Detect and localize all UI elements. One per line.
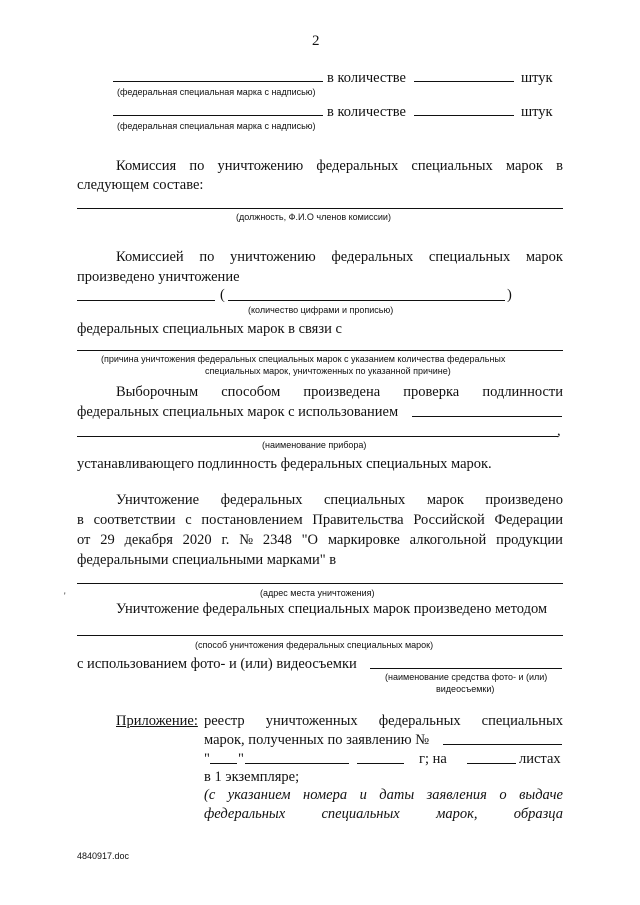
word: "О <box>301 532 319 548</box>
reason-line <box>77 350 563 351</box>
commission-caption: (должность, Ф.И.О членов комиссии) <box>236 212 391 222</box>
word: уничтожению <box>230 249 316 265</box>
open-paren: ( <box>220 287 225 303</box>
word: декабря <box>124 532 173 548</box>
year-label: г; на <box>419 751 447 767</box>
word: уничтожению <box>217 158 304 174</box>
address-caption: (адрес места уничтожения) <box>260 588 375 598</box>
word: в <box>77 512 84 528</box>
check-line-2: федеральных специальных марок с использованием <box>77 404 399 420</box>
word: выдаче <box>519 787 563 803</box>
pieces-label-2: штук <box>521 104 553 120</box>
device-line-2 <box>77 436 558 437</box>
count-caption: (количество цифрами и прописью) <box>248 305 394 315</box>
method-line <box>77 635 563 636</box>
method-caption: (способ уничтожения федеральных специальных марок) <box>195 640 434 650</box>
word: марок <box>525 249 563 265</box>
word: Правительства <box>312 512 404 528</box>
method-line-1: Уничтожение федеральных специальных марок произведено методом <box>116 601 548 617</box>
count-digits-line <box>77 300 215 301</box>
word: Выборочным <box>116 384 199 400</box>
word: проверка <box>403 384 460 400</box>
word: соответствии <box>93 512 176 528</box>
word: специальных <box>428 249 511 265</box>
mark-caption-1: (федеральная специальная марка с надписью) <box>117 87 316 97</box>
attachment-line-4: в 1 экземпляре; <box>204 769 300 785</box>
quantity-line-2 <box>414 115 514 116</box>
destroyed-line-1 <box>116 248 563 266</box>
word: (с <box>204 787 216 803</box>
word: от <box>77 532 91 548</box>
word: Российской <box>413 512 485 528</box>
sheets-label: листах <box>519 751 561 767</box>
word: марок <box>505 158 543 174</box>
destroyed-line-3: федеральных специальных марок в связи с <box>77 321 342 337</box>
word: Комиссия <box>116 158 177 174</box>
commission-members-line <box>77 208 563 209</box>
check-line-3: устанавливающего подлинность федеральных специальных марок. <box>77 456 492 472</box>
close-paren: ) <box>507 287 512 303</box>
photo-caption-2: видеосъемки) <box>436 684 495 694</box>
word: указанием <box>227 787 291 803</box>
word: федеральных <box>378 713 461 729</box>
day-line <box>210 763 237 764</box>
word: произведено <box>485 492 563 508</box>
commission-line-2: следующем составе: <box>77 177 204 193</box>
word: постановлением <box>201 512 303 528</box>
pieces-label-1: штук <box>521 70 553 86</box>
application-number-line <box>443 744 562 745</box>
word: реестр <box>204 713 245 729</box>
attachment-label: Приложение: <box>116 713 198 729</box>
word: № <box>239 532 254 548</box>
word: с <box>185 512 192 528</box>
attachment-line-1 <box>204 712 563 730</box>
quote-close: " <box>238 751 244 767</box>
in-quantity-label-1: в количестве <box>327 70 406 86</box>
word: уничтоженных <box>265 713 358 729</box>
word: способом <box>221 384 281 400</box>
photo-caption-1: (наименование средства фото- и (или) <box>385 672 548 682</box>
word: марок, <box>436 806 478 822</box>
word: специальных <box>323 492 406 508</box>
comma: , <box>557 423 561 439</box>
word: маркировке <box>327 532 400 548</box>
word: заявления <box>426 787 487 803</box>
word: 2348 <box>262 532 292 548</box>
word: Уничтожение <box>116 492 200 508</box>
word: 2020 <box>182 532 212 548</box>
word: г. <box>221 532 230 548</box>
attachment-line-6 <box>204 805 563 823</box>
word: по <box>189 158 205 174</box>
word: федеральных <box>220 492 303 508</box>
word: номера <box>303 787 348 803</box>
footer-filename: 4840917.doc <box>77 851 130 861</box>
page-number: 2 <box>312 33 320 49</box>
word: специальных <box>321 806 400 822</box>
word: продукции <box>496 532 563 548</box>
word: федеральных <box>204 806 286 822</box>
quote-open: " <box>204 751 210 767</box>
word: федеральных <box>331 249 414 265</box>
word: произведена <box>303 384 381 400</box>
count-words-line <box>228 300 505 301</box>
photo-tool-line <box>370 668 562 669</box>
destruction-line-2 <box>77 511 563 529</box>
destruction-line-4: федеральными специальными марками" в <box>77 552 337 568</box>
word: федеральных <box>316 158 399 174</box>
word: Комиссией <box>116 249 184 265</box>
word: в <box>556 158 563 174</box>
method-line-2: с использованием фото- и (или) видеосъемки <box>77 656 357 672</box>
mark-caption-2: (федеральная специальная марка с надписью) <box>117 121 316 131</box>
check-line-1 <box>116 383 563 401</box>
destruction-line-1 <box>116 491 563 509</box>
in-quantity-label-2: в количестве <box>327 104 406 120</box>
device-line-1 <box>412 416 562 417</box>
destruction-line-3 <box>77 531 563 549</box>
margin-mark: ' <box>64 591 66 601</box>
word: специальных <box>411 158 493 174</box>
attachment-line-5 <box>204 786 563 804</box>
address-line <box>77 583 563 584</box>
word: и <box>359 787 367 803</box>
mark-label-line-1 <box>113 81 323 82</box>
destroyed-line-2: произведено уничтожение <box>77 269 240 285</box>
commission-line-1 <box>116 157 563 175</box>
reason-caption-1: (причина уничтожения федеральных специальных марок с указанием количества федеральных <box>101 354 506 364</box>
word: подлинности <box>482 384 563 400</box>
word: алкогольной <box>409 532 487 548</box>
year-line <box>357 763 404 764</box>
word: 29 <box>100 532 115 548</box>
word: о <box>499 787 507 803</box>
quantity-line-1 <box>414 81 514 82</box>
word: марок <box>426 492 464 508</box>
word: специальных <box>481 713 563 729</box>
word: по <box>199 249 215 265</box>
month-line <box>245 763 349 764</box>
attachment-line-2: марок, полученных по заявлению № <box>204 732 430 748</box>
reason-caption-2: специальных марок, уничтоженных по указанной причине) <box>205 366 451 376</box>
word: даты <box>379 787 415 803</box>
device-caption: (наименование прибора) <box>262 440 367 450</box>
word: Федерации <box>494 512 563 528</box>
mark-label-line-2 <box>113 115 323 116</box>
word: образца <box>513 806 563 822</box>
sheets-count-line <box>467 763 516 764</box>
